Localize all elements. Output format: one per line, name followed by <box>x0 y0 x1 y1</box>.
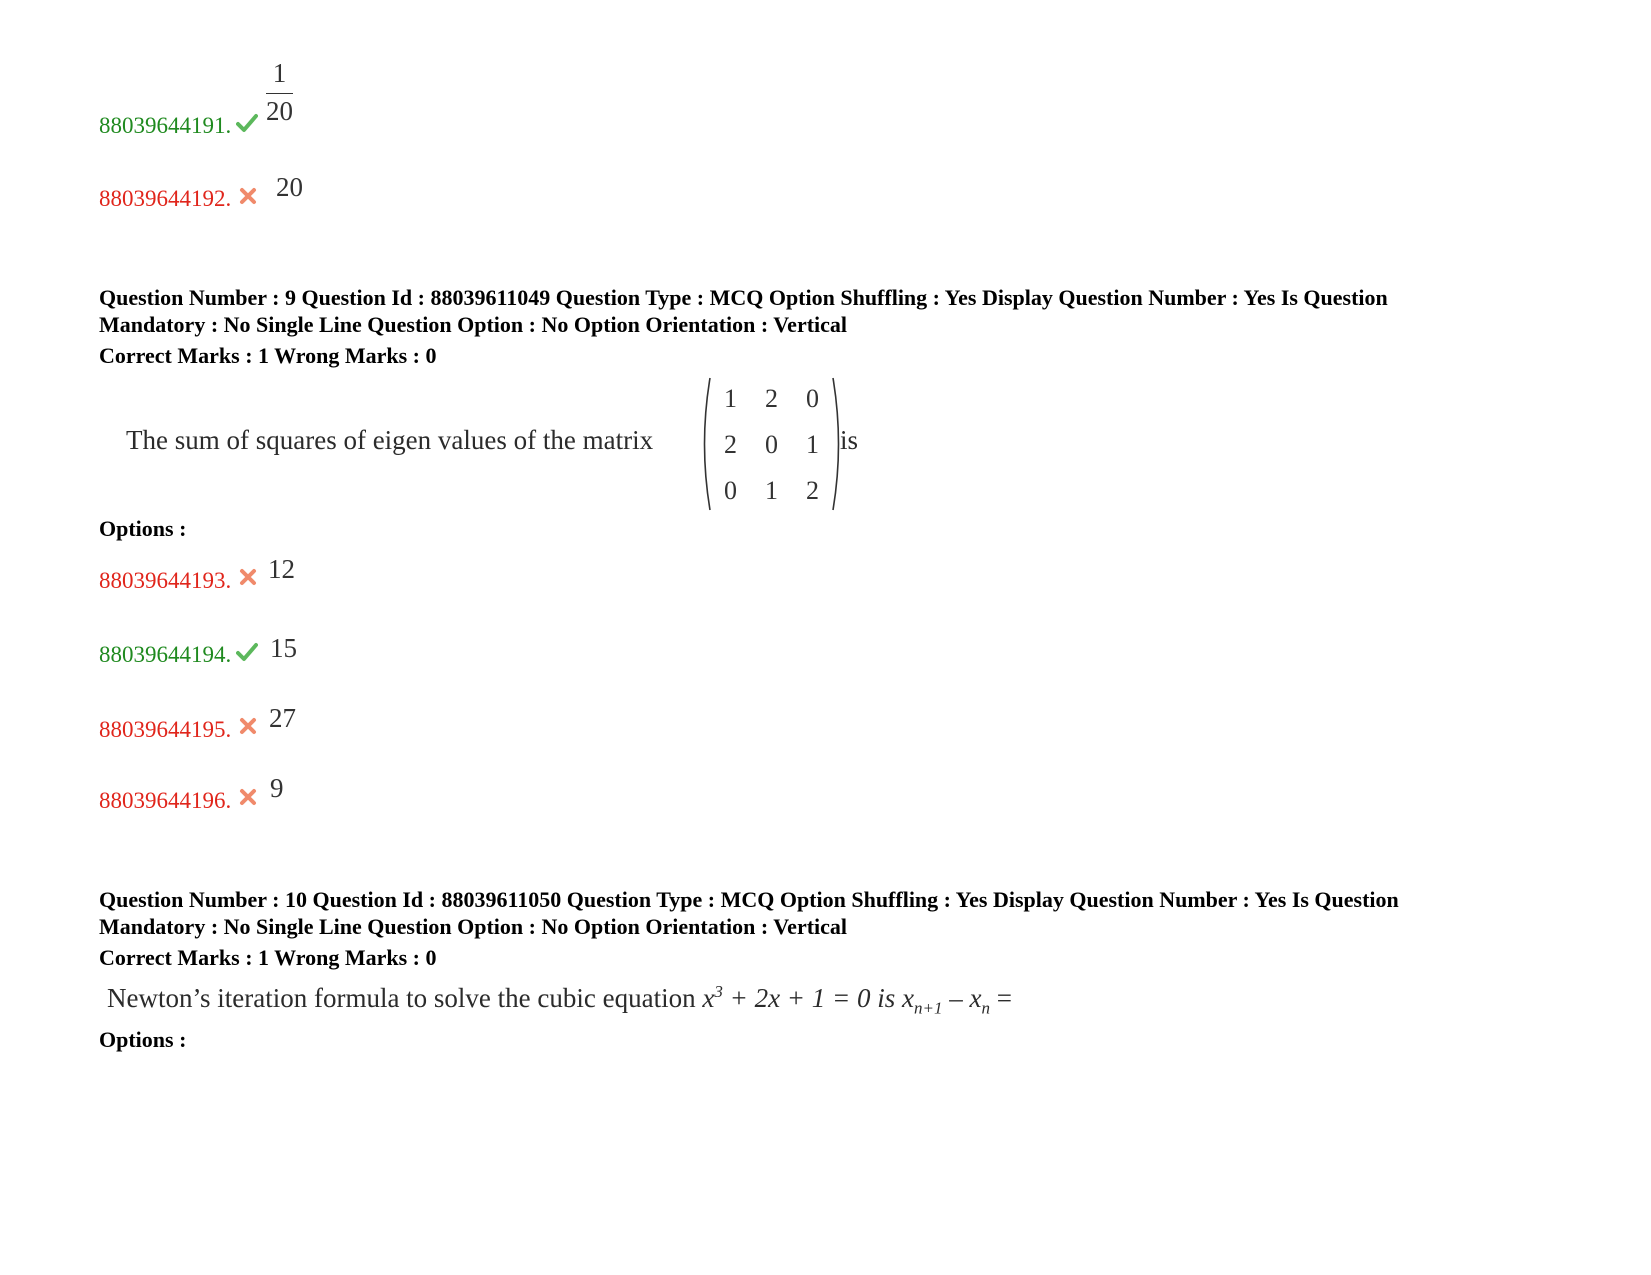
matrix-row <box>710 422 833 468</box>
question-meta <box>99 284 1559 338</box>
question-meta <box>99 886 1559 940</box>
equation-variable: x <box>702 983 715 1013</box>
option-value: 15 <box>270 633 297 663</box>
equation-end: = <box>989 983 1012 1013</box>
question-marks: Correct Marks : 1 Wrong Marks : 0 <box>99 343 437 368</box>
cross-icon <box>238 567 260 589</box>
question-text: The sum of squares of eigen values of the matrix <box>126 425 654 455</box>
matrix-cell: 0 <box>765 430 778 459</box>
question-meta-line: Mandatory : No Single Line Question Option : No Option Orientation : Vertical <box>99 914 848 939</box>
options-label: Options : <box>99 1027 187 1052</box>
matrix-row <box>710 468 833 514</box>
equation-subscript: n+1 <box>913 998 943 1018</box>
equation-operator: – <box>942 983 970 1013</box>
question-text-suffix: is <box>840 425 859 455</box>
option-id: 88039644191. <box>99 113 232 138</box>
equation-subscript: n <box>981 998 990 1018</box>
option-value: 9 <box>270 773 284 803</box>
option-value-fraction <box>266 58 293 127</box>
fraction-numerator: 1 <box>266 58 293 94</box>
matrix <box>698 376 845 514</box>
option-id: 88039644194. <box>99 642 232 667</box>
check-icon <box>236 641 258 663</box>
matrix-cell: 0 <box>806 384 819 413</box>
question-meta-line: Question Number : 10 Question Id : 88039611050 Question Type : MCQ Option Shuffling : Yes Display Question Number : Yes Is Question <box>99 887 1399 912</box>
left-parenthesis <box>698 376 712 512</box>
option-id: 88039644195. <box>99 717 232 742</box>
question-marks: Correct Marks : 1 Wrong Marks : 0 <box>99 945 437 970</box>
question-text-plain: Newton’s iteration formula to solve the cubic equation <box>107 983 703 1013</box>
option-id: 88039644193. <box>99 568 232 593</box>
cross-icon <box>238 787 260 809</box>
option-value: 12 <box>268 554 295 584</box>
equation-variable: x <box>969 983 982 1013</box>
equation-variable: x <box>902 983 914 1013</box>
matrix-cell: 2 <box>765 384 778 413</box>
matrix-cell: 1 <box>806 430 819 459</box>
option-id: 88039644196. <box>99 788 232 813</box>
cross-icon <box>238 716 260 738</box>
option-value: 20 <box>276 172 303 202</box>
options-label: Options : <box>99 516 187 541</box>
cross-icon <box>238 186 260 208</box>
equation-exponent: 3 <box>714 982 723 1001</box>
check-icon <box>236 112 258 134</box>
matrix-cell: 0 <box>724 476 737 505</box>
matrix-cell: 2 <box>724 430 737 459</box>
matrix-cell: 1 <box>724 384 737 413</box>
matrix-cell: 2 <box>806 476 819 505</box>
fraction-denominator: 20 <box>266 96 293 126</box>
option-id: 88039644192. <box>99 186 232 211</box>
option-value: 27 <box>269 703 296 733</box>
question-meta-line: Mandatory : No Single Line Question Option : No Option Orientation : Vertical <box>99 312 848 337</box>
question-text <box>107 982 1012 1018</box>
equation-rest: + 2x + 1 = 0 is <box>722 983 902 1013</box>
question-meta-line: Question Number : 9 Question Id : 88039611049 Question Type : MCQ Option Shuffling : Yes Display Question Number : Yes Is Question <box>99 285 1388 310</box>
matrix-row <box>710 376 833 422</box>
matrix-cell: 1 <box>765 476 778 505</box>
